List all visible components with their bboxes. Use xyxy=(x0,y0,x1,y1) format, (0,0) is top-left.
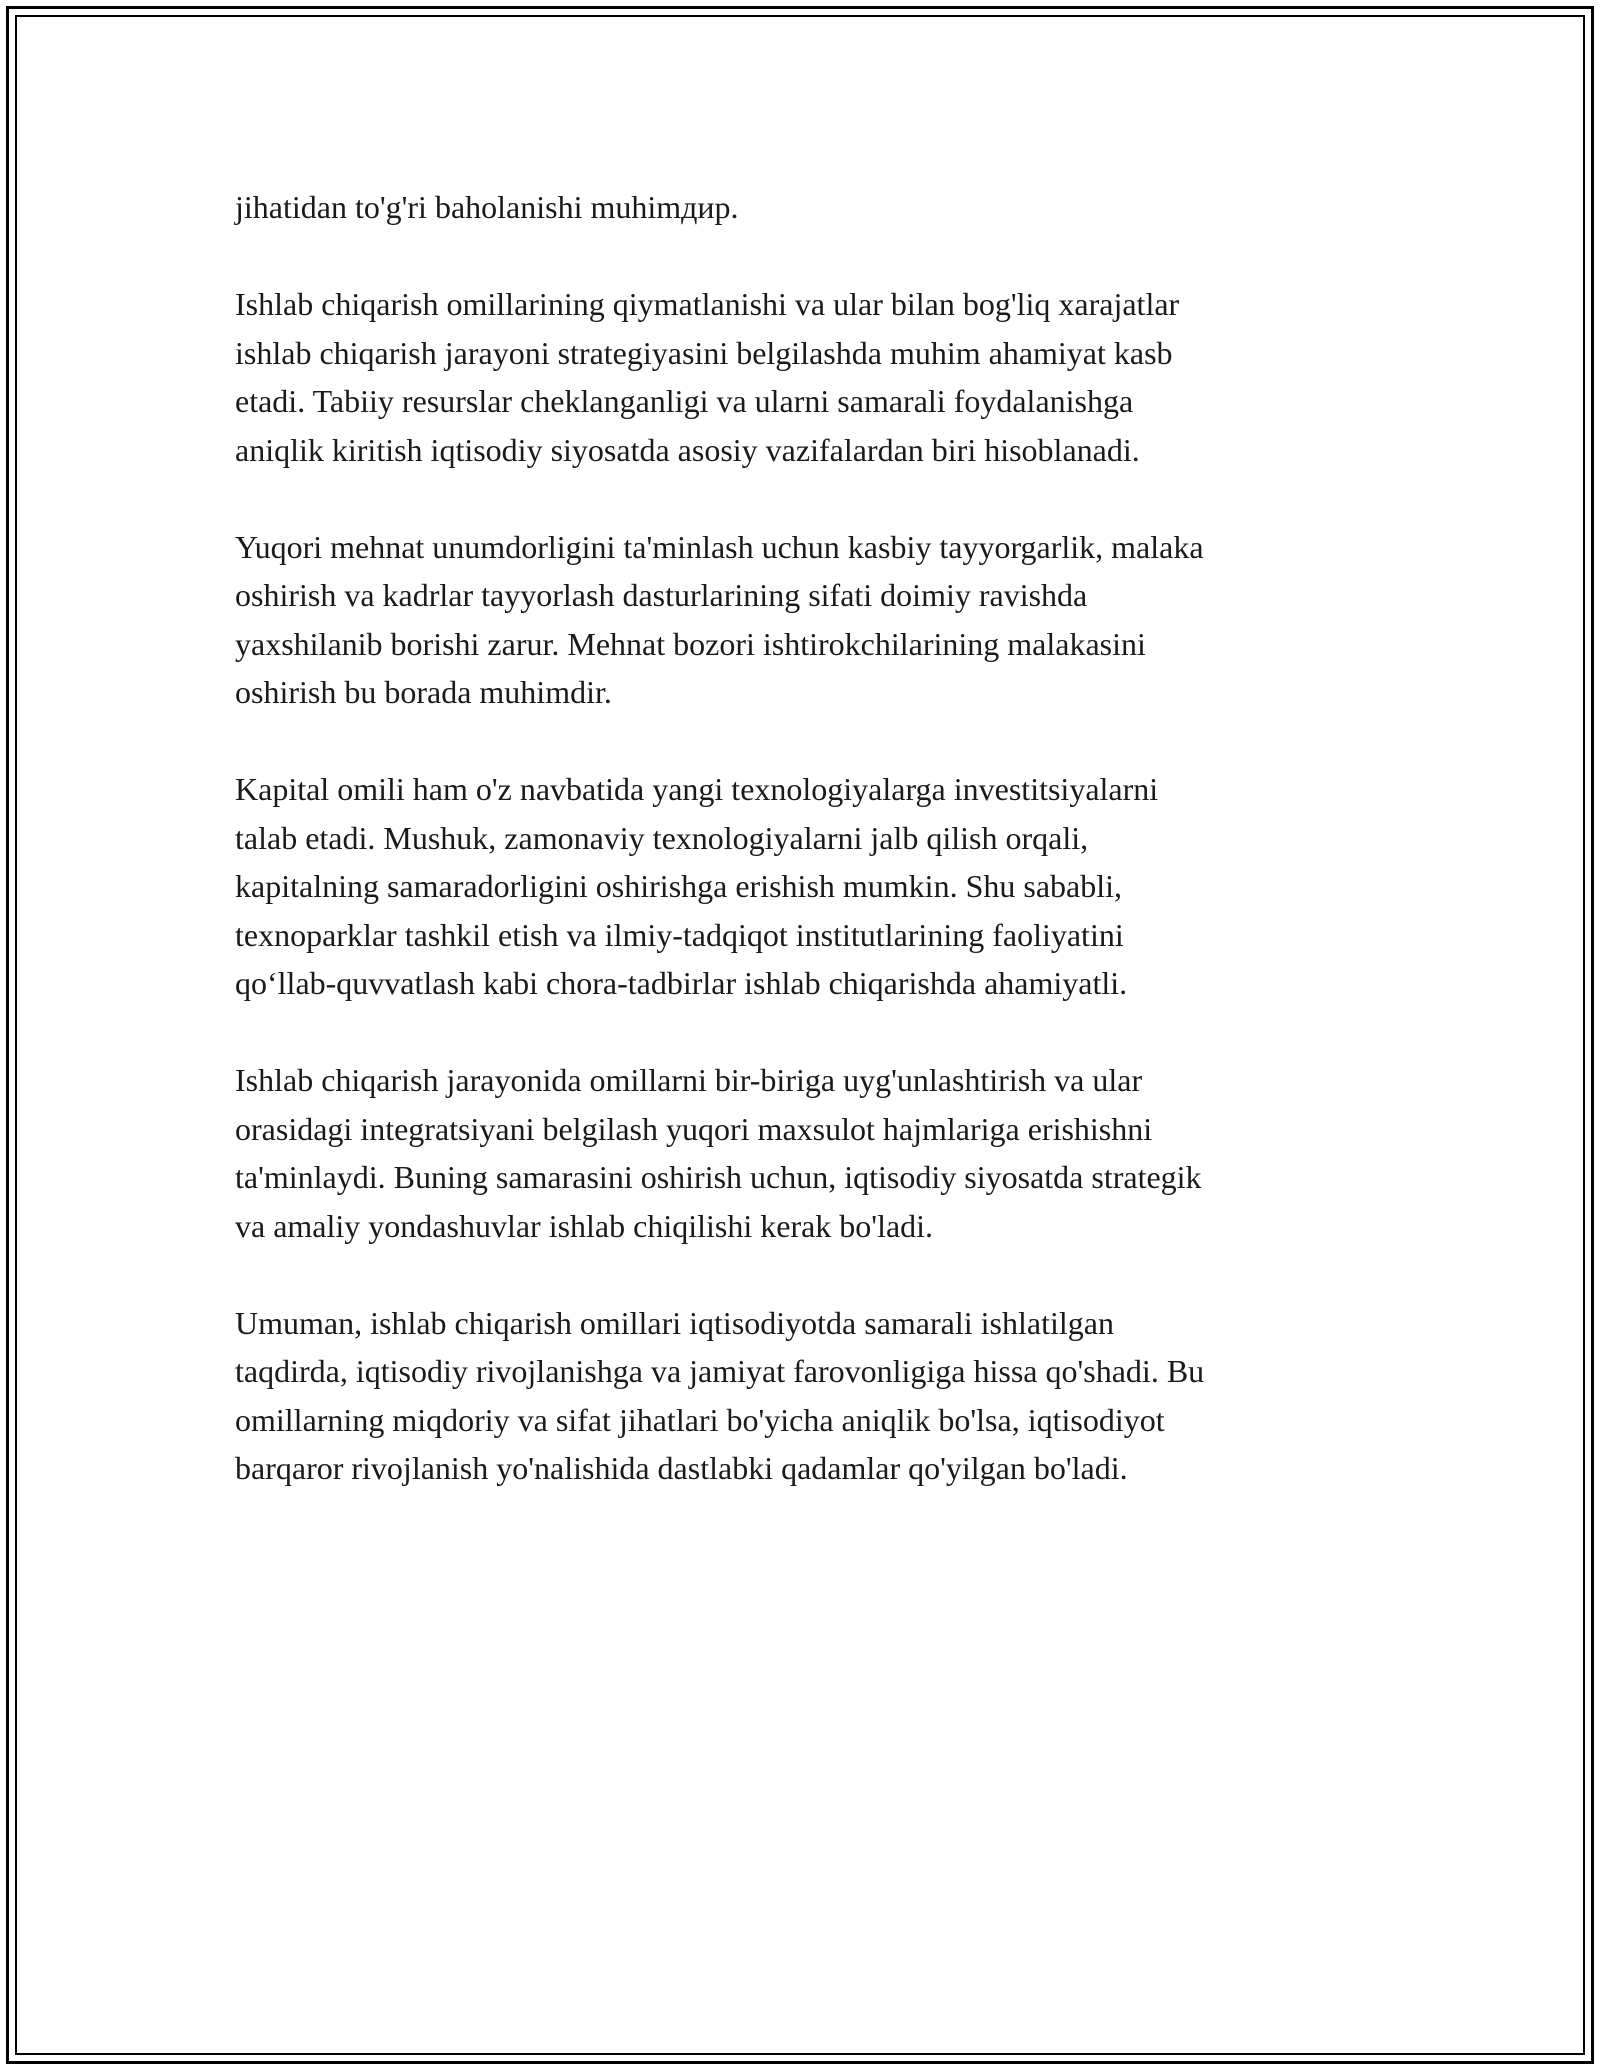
paragraph-4: Kapital omili ham o'z navbatida yangi texnologiyalarga investitsiyalarni talab etadi. Mushuk, zamonaviy texnologiyalarni jalb qilish orqali, kapitalning samaradorligini oshirishga erishish mumkin. Shu sababli, texnoparklar tashkil etish va ilmiy-tadqiqot institutlarining faoliyatini qo‘llab-quvvatlash kabi chora-tadbirlar ishlab chiqarishda ahamiyatli. xyxy=(235,771,1159,1001)
paragraph-5: Ishlab chiqarish jarayonida omillarni bir-biriga uyg'unlashtirish va ular orasidagi integratsiyani belgilash yuqori maxsulot hajmlariga erishishni ta'minlaydi. Buning samarasini oshirish uchun, iqtisodiy siyosatda strategik va amaliy yondashuvlar ishlab chiqilishi kerak bo'ladi. xyxy=(235,1062,1202,1244)
paragraph-6: Umuman, ishlab chiqarish omillari iqtisodiyotda samarali ishlatilgan taqdirda, iqtisodiy rivojlanishga va jamiyat farovonligiga hissa qo'shadi. Bu omillarning miqdoriy va sifat jihatlari bo'yicha aniqlik bo'lsa, iqtisodiyot barqaror rivojlanish yo'nalishida dastlabki qadamlar qo'yilgan bo'ladi. xyxy=(235,1304,1205,1486)
paragraph-3: Yuqori mehnat unumdorligini ta'minlash uchun kasbiy tayyorgarlik, malaka oshirish va kadrlar tayyorlash dasturlarining sifati doimiy ravishda yaxshilanib borishi zarur. Mehnat bozori ishtirokchilarining malakasini oshirish bu borada muhimdir. xyxy=(235,528,1204,710)
document-body xyxy=(235,183,1365,1541)
paragraph-1: jihatidan to'g'ri baholanishi muhimдир. xyxy=(235,189,739,225)
paragraph-2: Ishlab chiqarish omillarining qiymatlanishi va ular bilan bog'liq xarajatlar ishlab chiqarish jarayoni strategiyasini belgilashda muhim ahamiyat kasb etadi. Tabiiy resurslar cheklanganligi va ularni samarali foydalanishga aniqlik kiritish iqtisodiy siyosatda asosiy vazifalardan biri hisoblanadi. xyxy=(235,286,1180,468)
